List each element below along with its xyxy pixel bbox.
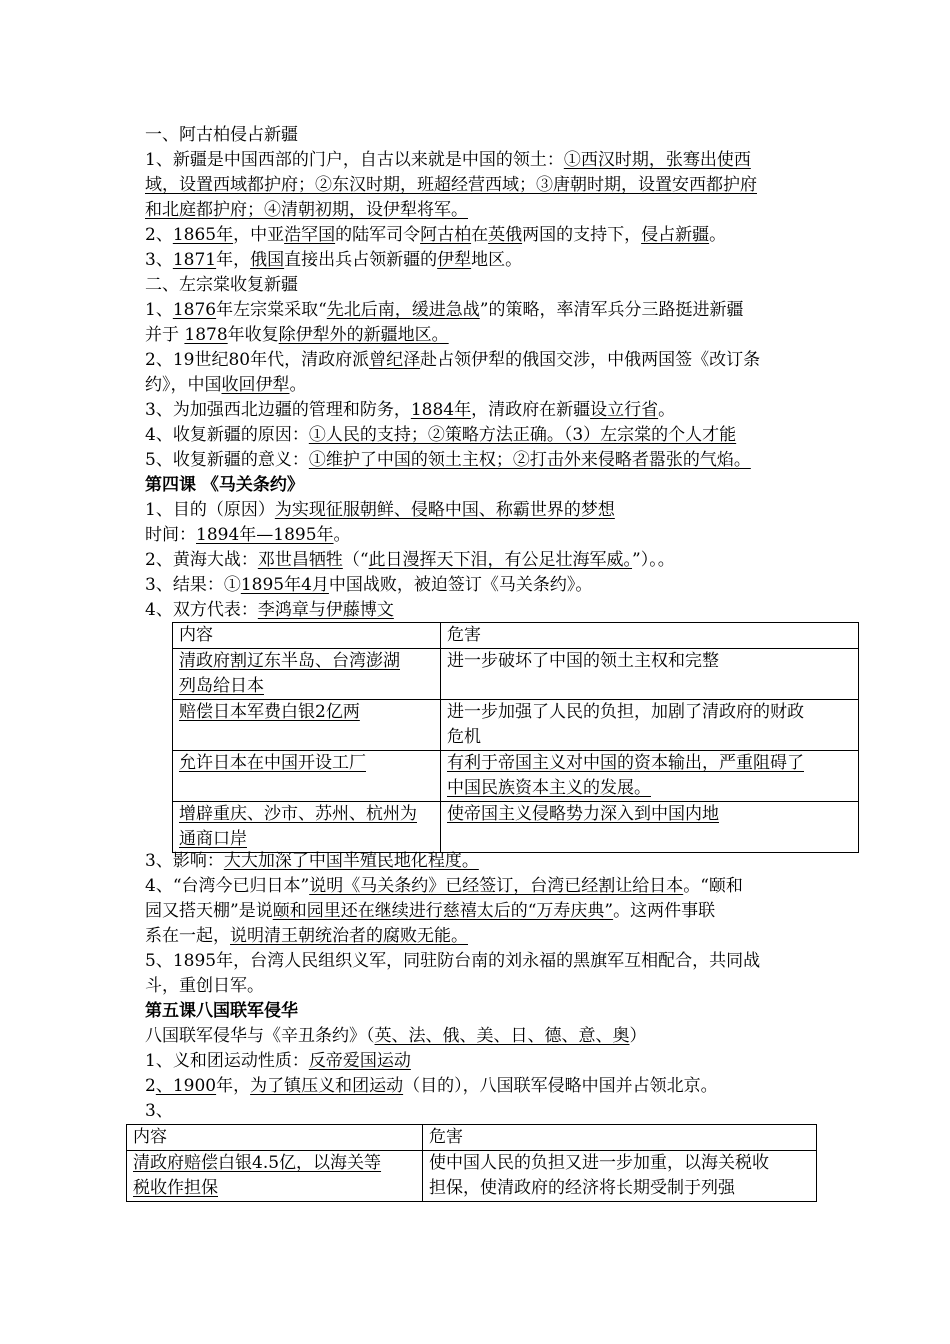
country-name: 俄	[442, 1026, 460, 1046]
underlined-answer: 邓世昌牺牲	[257, 550, 343, 570]
paragraph-1871: 3、1871年，俄国直接出兵占领新疆的伊犁地区。	[145, 250, 523, 270]
underlined-answer: 1871	[172, 250, 217, 270]
underlined-answer: 颐和园里还在继续进行慈禧太后的“万寿庆典”	[272, 901, 614, 921]
underlined-answer: 英俄	[488, 225, 523, 245]
table-cell-harm: 进一步加强了人民的负担，加剧了清政府的财政 危机	[441, 700, 859, 751]
underlined-answer: 1878	[184, 325, 228, 345]
underlined-answer: 此日漫挥天下泪，有公足壮海军威。	[368, 550, 633, 570]
underlined-answer: 浩罕国	[284, 225, 336, 245]
paragraph-line: 斗，重创日军。	[145, 976, 264, 996]
underlined-answer: 为实现征服朝鲜、侵略中国、称霸世界的梦想	[274, 500, 615, 520]
table-cell-harm: 使帝国主义侵略势力深入到中国内地	[441, 802, 859, 853]
underlined-answer: 大大加深了中国半殖民地化程度。	[223, 851, 479, 871]
paragraph-reasons: 4、收复新疆的原因：①人民的支持；②策略方法正确。（3）左宗棠的个人才能	[145, 425, 737, 445]
underlined-answer: 说明清王朝统治者的腐败无能。	[230, 926, 468, 946]
paragraph-xinjiang-territory	[145, 148, 815, 173]
paragraph-boxer-nature: 1、义和团运动性质：反帝爱国运动	[145, 1051, 411, 1071]
section-heading-aguboi: 一、阿古柏侵占新疆	[145, 125, 298, 145]
paragraph-1865: 2、1865年，中亚浩罕国的陆军司令阿古柏在英俄两国的支持下，侵占新疆。	[145, 225, 727, 245]
country-name: 日	[510, 1026, 528, 1046]
separator: 、	[527, 1026, 545, 1046]
underlined-answer: 和北庭都护府；④清朝初期，设伊犁将军。	[145, 200, 468, 220]
underlined-answer: ①维护了中国的领土主权；②打击外来侵略者嚣张的气焰。	[308, 450, 751, 470]
table-cell-harm: 进一步破坏了中国的领土主权和完整	[441, 649, 859, 700]
separator: 、	[561, 1026, 579, 1046]
table-row	[173, 751, 859, 802]
country-list	[375, 1026, 630, 1046]
separator: 、	[493, 1026, 511, 1046]
country-name: 意	[578, 1026, 596, 1046]
table-cell-content: 允许日本在中国开设工厂	[173, 751, 441, 802]
underlined-answer: 为了镇压义和团运动	[250, 1076, 404, 1096]
underlined-answer: 域，设置西域都护府；②东汉时期，班超经营西域；③唐朝时期，设置安西都护府	[145, 175, 757, 195]
underlined-answer: 1876	[172, 300, 217, 320]
separator: 、	[391, 1026, 409, 1046]
table-cell-content: 增辟重庆、沙市、苏州、杭州为 通商口岸	[173, 802, 441, 853]
underlined-answer: 、1900	[155, 1076, 217, 1096]
table-header-cell: 危害	[423, 1125, 817, 1151]
text-run: 1、新疆是中国西部的门户，自古以来就是中国的领土：	[145, 150, 564, 170]
underlined-answer: 1895年4月	[240, 575, 329, 595]
paragraph-1900: 2、1900年，为了镇压义和团运动（目的），八国联军侵略中国并占领北京。	[145, 1076, 718, 1096]
underlined-answer: 先北后南，缓进急战	[326, 300, 480, 320]
paragraph-representatives: 4、双方代表：李鸿章与伊藤博文	[145, 600, 394, 620]
underlined-answer: ①西汉时期，张骞出使西	[563, 150, 751, 170]
table-header-cell: 危害	[441, 623, 859, 649]
separator: 、	[595, 1026, 613, 1046]
paragraph-yellow-sea: 2、黄海大战：邓世昌牺牲（“此日漫挥天下泪，有公足壮海军威。”）。。	[145, 550, 675, 570]
treaty-terms-table	[172, 622, 859, 853]
boxer-protocol-table	[126, 1124, 817, 1202]
country-name: 德	[544, 1026, 562, 1046]
underlined-answer: 曾纪泽	[369, 350, 421, 370]
underlined-answer: 反帝爱国运动	[308, 1051, 411, 1071]
paragraph-impact: 3、影响：大大加深了中国半殖民地化程度。	[145, 851, 479, 871]
paragraph-1895-resistance: 5、1895年，台湾人民组织义军，同驻防台南的刘永福的黑旗军互相配合，共同战	[145, 951, 761, 971]
paragraph-line: 园又搭天棚”是说颐和园里还在继续进行慈禧太后的“万寿庆典”。这两件事联	[145, 901, 716, 921]
underlined-answer: 说明《马关条约》已经签订，台湾已经割让给日本	[309, 876, 684, 896]
paragraph-taiwan: 4、“台湾今已归日本”说明《马关条约》已经签订，台湾已经割让给日本。“颐和	[145, 876, 743, 896]
paragraph-line	[145, 198, 815, 223]
country-name: 美	[476, 1026, 494, 1046]
paragraph-3-label: 3、	[145, 1101, 173, 1121]
country-name: 奥	[612, 1026, 630, 1046]
underlined-answer: 除伊犁外的新疆地区。	[278, 325, 449, 345]
underlined-answer: 1865年	[172, 225, 234, 245]
underlined-answer: 侵占新疆	[641, 225, 710, 245]
table-header-row	[173, 623, 859, 649]
paragraph-line: 约》，中国收回伊犁。	[145, 375, 307, 395]
paragraph-1884: 3、为加强西北边疆的管理和防务，1884年，清政府在新疆设立行省。	[145, 400, 676, 420]
section-heading-zuo-zongtang: 二、左宗棠收复新疆	[145, 275, 298, 295]
paragraph-1876: 1、1876年左宗棠采取“先北后南，缓进急战”的策略，率清军兵分三路挺进新疆	[145, 300, 744, 320]
separator: 、	[459, 1026, 477, 1046]
table-row	[127, 1151, 817, 1202]
paragraph-result: 3、结果：①1895年4月中国战败，被迫签订《马关条约》。	[145, 575, 593, 595]
underlined-answer: 伊犁	[437, 250, 472, 270]
underlined-answer: 阿古柏	[420, 225, 472, 245]
table-row	[173, 649, 859, 700]
lesson-4-title: 第四课 《马关条约》	[145, 475, 304, 495]
table-header-cell: 内容	[173, 623, 441, 649]
table-cell-content: 清政府割辽东半岛、台湾澎湖 列岛给日本	[173, 649, 441, 700]
table-header-cell: 内容	[127, 1125, 423, 1151]
paragraph-purpose: 1、目的（原因）为实现征服朝鲜、侵略中国、称霸世界的梦想	[145, 500, 615, 520]
table-row	[173, 700, 859, 751]
country-name: 法	[408, 1026, 426, 1046]
underlined-answer: ①人民的支持；②策略方法正确。（3）左宗棠的个人才能	[308, 425, 737, 445]
paragraph-eight-nations: 八国联军侵华与《辛丑条约》（英、法、俄、美、日、德、意、奥）	[145, 1026, 647, 1046]
paragraph-line: 系在一起，说明清王朝统治者的腐败无能。	[145, 926, 468, 946]
lesson-5-title: 第五课八国联军侵华	[145, 1001, 298, 1021]
underlined-answer: 俄国	[250, 250, 285, 270]
paragraph-zeng-jize: 2、19世纪80年代，清政府派曾纪泽赴占领伊犁的俄国交涉，中俄两国签《改订条	[145, 350, 761, 370]
paragraph-significance: 5、收复新疆的意义：①维护了中国的领土主权；②打击外来侵略者嚣张的气焰。	[145, 450, 751, 470]
paragraph-line: 并于 1878年收复除伊犁外的新疆地区。	[145, 325, 449, 345]
table-row	[173, 802, 859, 853]
table-cell-content: 清政府赔偿白银4.5亿，以海关等 税收作担保	[127, 1151, 423, 1202]
paragraph-time: 时间：1894年—1895年。	[145, 525, 351, 545]
underlined-answer: 设立行省	[590, 400, 659, 420]
table-header-row	[127, 1125, 817, 1151]
underlined-answer: 收回伊犁	[221, 375, 290, 395]
table-cell-content: 赔偿日本军费白银2亿两	[173, 700, 441, 751]
separator: 、	[425, 1026, 443, 1046]
country-name: 英	[374, 1026, 392, 1046]
paragraph-line	[145, 173, 815, 198]
underlined-answer: 1884年	[410, 400, 472, 420]
table-cell-harm: 有利于帝国主义对中国的资本输出，严重阻碍了 中国民族资本主义的发展。	[441, 751, 859, 802]
underlined-answer: 李鸿章与伊藤博文	[257, 600, 394, 620]
underlined-answer: 1894年—1895年	[196, 525, 334, 545]
table-cell-harm: 使中国人民的负担又进一步加重，以海关税收 担保，使清政府的经济将长期受制于列强	[423, 1151, 817, 1202]
